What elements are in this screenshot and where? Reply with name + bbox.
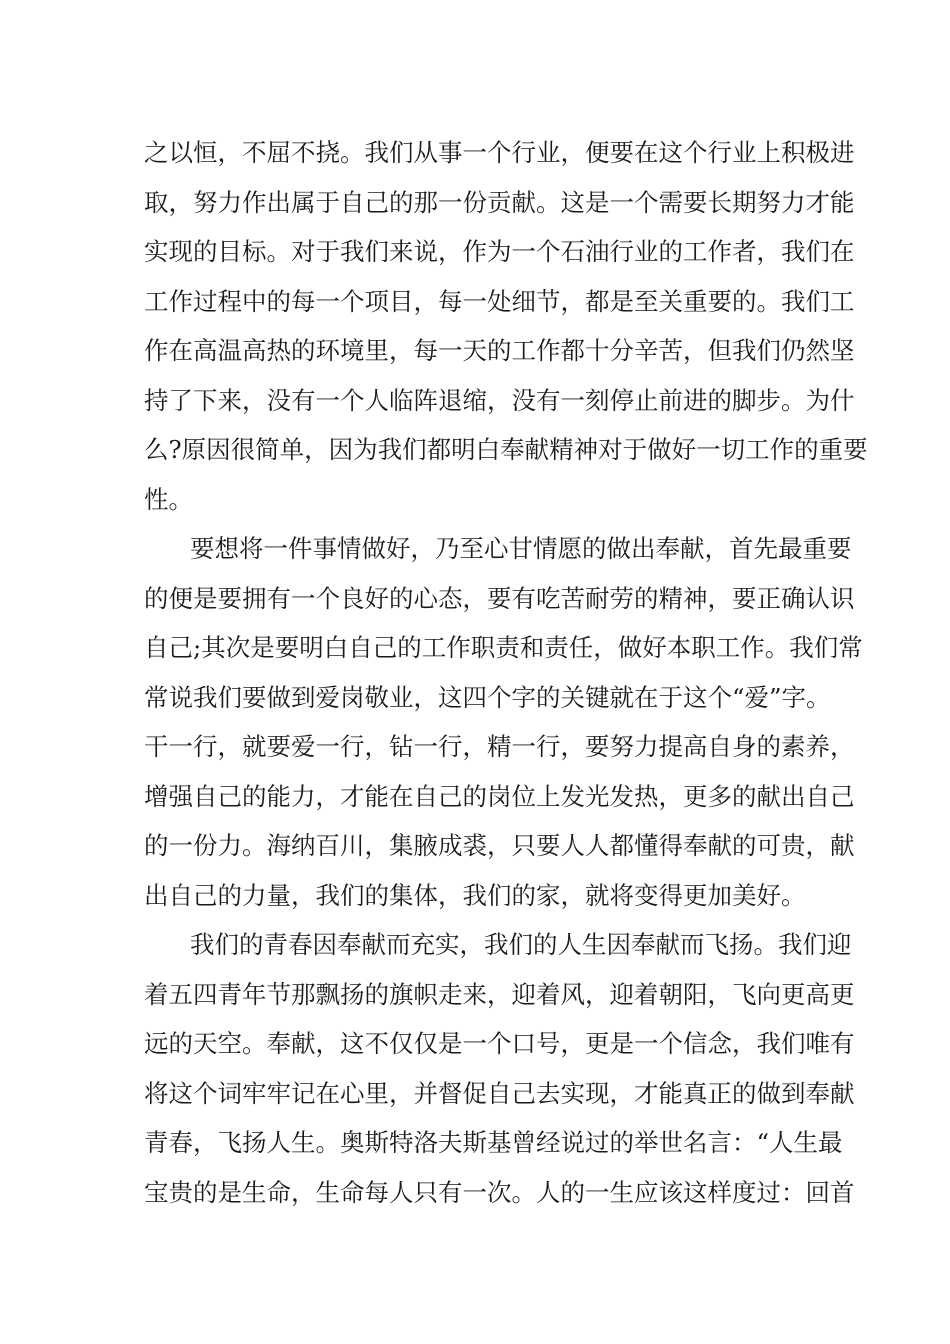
paragraph-2 bbox=[144, 524, 863, 920]
text-line: 将这个词牢牢记在心里，并督促自己去实现，才能真正的做到奉献 bbox=[144, 1078, 855, 1108]
text-line: 出自己的力量，我们的集体，我们的家，就将变得更加美好。 bbox=[144, 880, 806, 910]
text-line: 性。 bbox=[144, 484, 193, 514]
text-line: 我们的青春因奉献而充实，我们的人生因奉献而飞扬。我们迎 bbox=[190, 930, 852, 959]
text-line: 的便是要拥有一个良好的心态，要有吃苦耐劳的精神，要正确认识 bbox=[144, 583, 855, 613]
text-line: 么?原因很简单，因为我们都明白奉献精神对于做好一切工作的重要 bbox=[144, 435, 868, 464]
text-line: 要想将一件事情做好，乃至心甘情愿的做出奉献，首先最重要 bbox=[190, 534, 852, 563]
text-line: 着五四青年节那飘扬的旗帜走来，迎着风，迎着朝阳，飞向更高更 bbox=[144, 979, 855, 1009]
text-line: 持了下来，没有一个人临阵退缩，没有一刻停止前进的脚步。为什 bbox=[144, 385, 855, 415]
text-line: 常说我们要做到爱岗敬业，这四个字的关键就在于这个“爱”字。 bbox=[144, 682, 831, 712]
text-line: 宝贵的是生命，生命每人只有一次。人的一生应该这样度过：回首 bbox=[144, 1177, 855, 1207]
text-line: 取，努力作出属于自己的那一份贡献。这是一个需要长期努力才能 bbox=[144, 187, 855, 217]
text-line: 增强自己的能力，才能在自己的岗位上发光发热，更多的献出自己 bbox=[144, 781, 855, 811]
text-line: 远的天空。奉献，这不仅仅是一个口号，更是一个信念，我们唯有 bbox=[144, 1029, 855, 1058]
text-line: 工作过程中的每一个项目，每一处细节，都是至关重要的。我们工 bbox=[144, 286, 855, 316]
document-body bbox=[144, 128, 868, 1217]
text-line: 青春，飞扬人生。奥斯特洛夫斯基曾经说过的举世名言：“人生最 bbox=[144, 1128, 843, 1157]
text-line: 的一份力。海纳百川，集腋成裘，只要人人都懂得奉献的可贵，献 bbox=[144, 831, 855, 860]
text-line: 干一行，就要爱一行，钻一行，精一行，要努力提高自身的素养， bbox=[144, 732, 855, 761]
text-line: 作在高温高热的环境里，每一天的工作都十分辛苦，但我们仍然坚 bbox=[144, 336, 855, 365]
paragraph-3 bbox=[144, 920, 855, 1217]
text-line: 自己;其次是要明白自己的工作职责和责任，做好本职工作。我们常 bbox=[144, 633, 863, 662]
text-line: 实现的目标。对于我们来说，作为一个石油行业的工作者，我们在 bbox=[144, 237, 855, 266]
paragraph-1 bbox=[144, 128, 868, 524]
text-line: 之以恒，不屈不挠。我们从事一个行业，便要在这个行业上积极进 bbox=[144, 138, 855, 167]
